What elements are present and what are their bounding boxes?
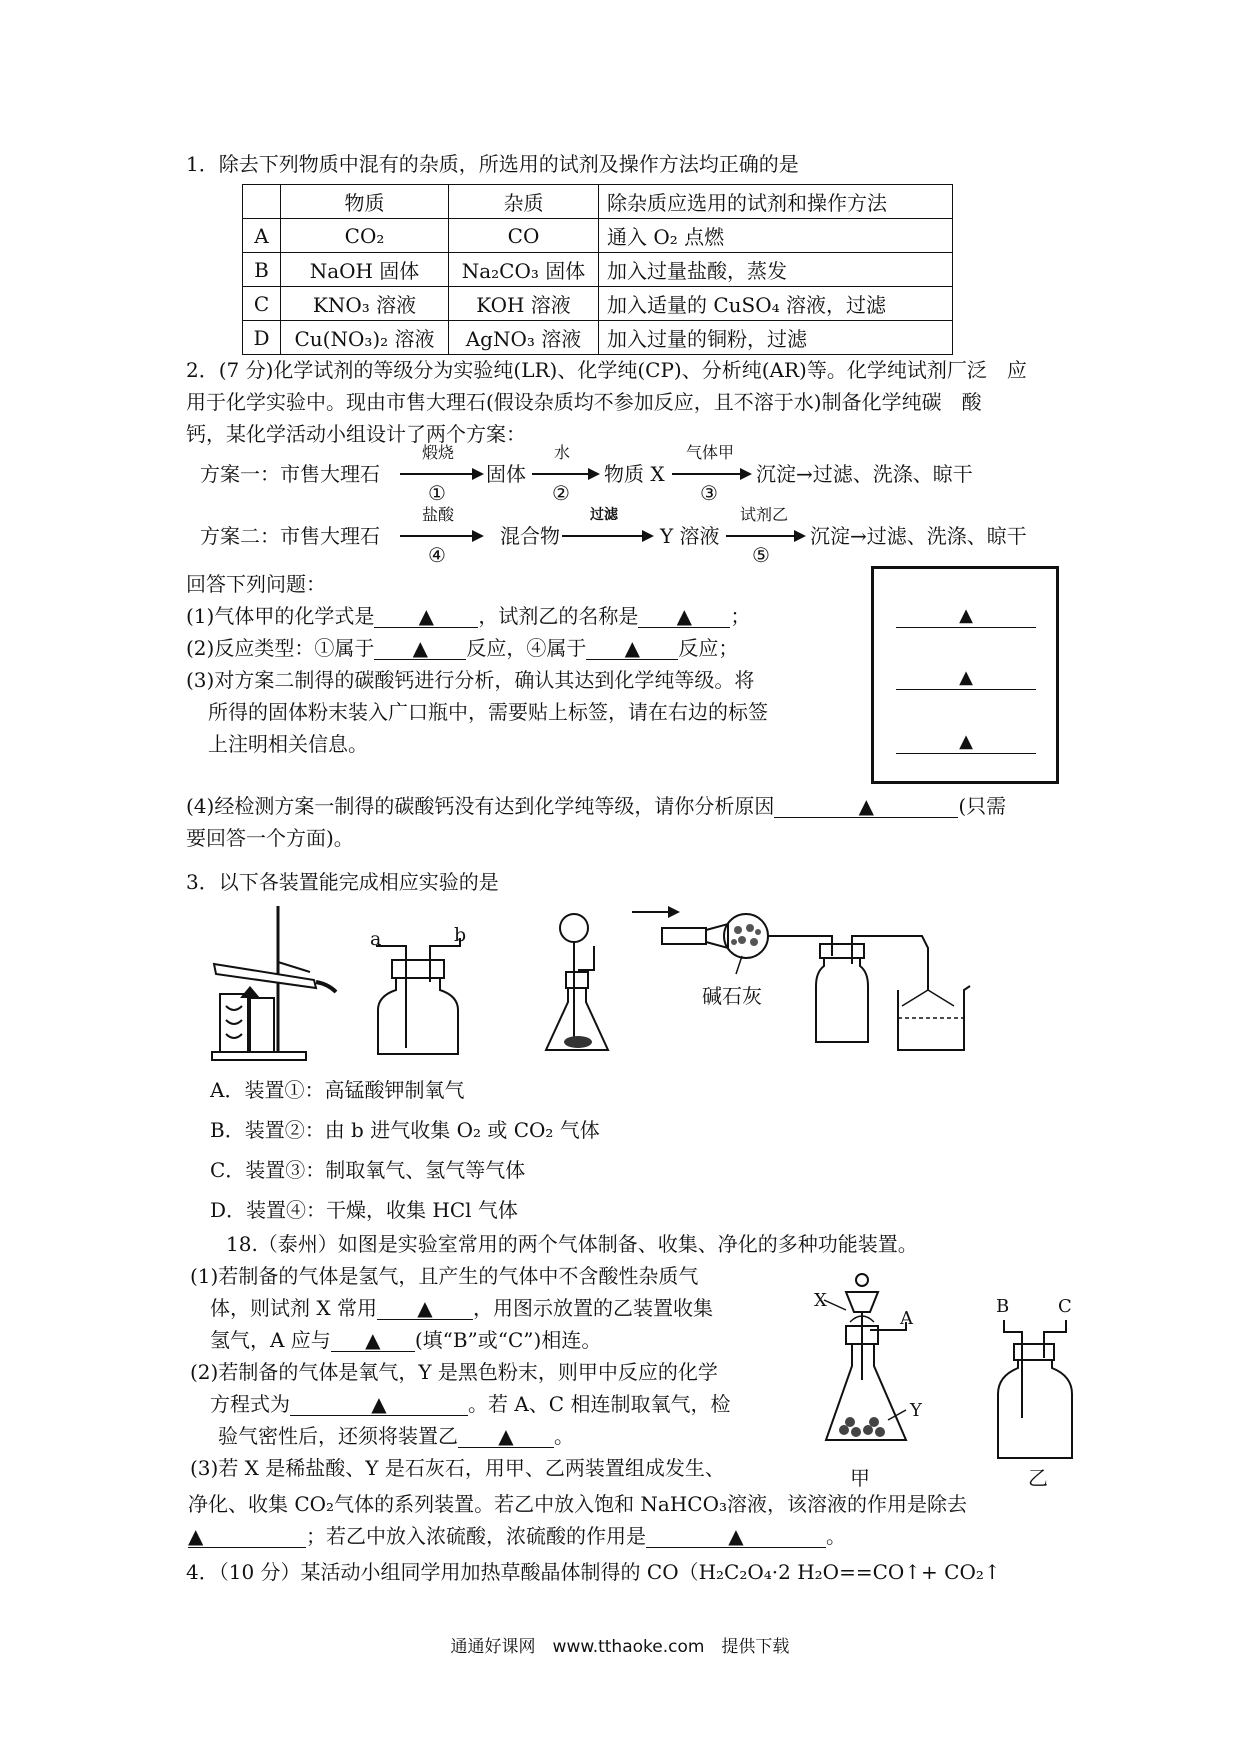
table-cell: Na₂CO₃ 固体 [449, 253, 599, 287]
scheme2-arrow-3-top: 试剂乙 [739, 505, 788, 524]
q18-line6 [218, 1422, 574, 1450]
q18-line2-text-b: ，用图示放置的乙装置收集 [472, 1296, 713, 1320]
scheme1-arrow-1-top: 煅烧 [421, 443, 454, 462]
scheme2-mid1: 混合物 [500, 524, 560, 548]
apparatus-3-flask [538, 906, 628, 1060]
q3-option-a: A．装置①：高锰酸钾制氧气 [210, 1078, 465, 1102]
q18-line3 [210, 1326, 601, 1354]
scheme1-arrow-3-top: 气体甲 [685, 443, 734, 462]
q18-line5-text-a: 方程式为 [210, 1392, 290, 1416]
scheme2-arrow-1-step: ④ [428, 543, 446, 567]
q18-line3-text-b: (填“B”或“C”)相连。 [414, 1328, 602, 1352]
scheme2-arrow-2-top: 过滤 [590, 507, 618, 523]
scheme1-arrow-2-top: 水 [553, 443, 570, 462]
q2-part2 [186, 634, 738, 662]
table-cell: 加入适量的 CuSO₄ 溶液，过滤 [599, 287, 953, 321]
q2-part1-text-b: ，试剂乙的名称是 [478, 604, 639, 628]
soda-lime-label: 碱石灰 [702, 984, 762, 1008]
scheme2-end: 沉淀→过滤、洗涤、晾干 [810, 524, 1027, 548]
q18-line4: (2)若制备的气体是氧气，Y 是黑色粉末，则甲中反应的化学 [190, 1360, 718, 1384]
scheme2-prefix: 方案二：市售大理石 [200, 524, 380, 548]
label-blank[interactable]: ▲ [896, 731, 1036, 754]
answer-blank[interactable]: ▲ [188, 1525, 306, 1548]
q2-part2-text-b: 反应，④属于 [466, 636, 587, 660]
q2-part4-line2: 要回答一个方面)。 [186, 826, 354, 850]
q2-answer-intro: 回答下列问题： [186, 572, 326, 596]
q2-part1 [186, 602, 750, 630]
q2-part4-text-b: (只需 [958, 794, 1007, 818]
answer-blank[interactable]: ▲ [638, 605, 730, 628]
table-cell: B [243, 253, 281, 287]
scheme2-arrow-2 [560, 524, 656, 548]
q3-stem: 3．以下各装置能完成相应实验的是 [186, 870, 499, 894]
answer-blank[interactable]: ▲ [377, 1297, 473, 1320]
apparatus-jia-flask [810, 1270, 960, 1470]
table-cell: 加入过量盐酸，蒸发 [599, 253, 953, 287]
q18-line9-text-b: 。 [826, 1524, 846, 1548]
table-cell: CO₂ [281, 219, 449, 253]
q2-part4 [186, 792, 1006, 820]
table-cell: A [243, 219, 281, 253]
answer-blank[interactable]: ▲ [646, 1525, 826, 1548]
q18-line2-text-a: 体，则试剂 X 常用 [210, 1296, 377, 1320]
answer-blank[interactable]: ▲ [774, 795, 958, 818]
scheme2-arrow-1-top: 盐酸 [421, 505, 454, 524]
table-header-cell: 物质 [281, 185, 449, 219]
table-cell: KOH 溶液 [449, 287, 599, 321]
apparatus-yi-bottle [990, 1318, 1080, 1462]
scheme1-arrow-1-step: ① [428, 481, 446, 505]
answer-blank[interactable]: ▲ [331, 1329, 415, 1352]
caption-jia: 甲 [850, 1466, 870, 1490]
q2-part2-text-a: (2)反应类型：①属于 [186, 636, 375, 660]
table-header-row [243, 185, 953, 219]
table-row [243, 287, 953, 321]
label-blank[interactable]: ▲ [896, 667, 1036, 690]
answer-blank[interactable]: ▲ [374, 605, 478, 628]
q18-line5-text-b: 。若 A、C 相连制取氧气，检 [468, 1392, 731, 1416]
answer-blank[interactable]: ▲ [586, 637, 678, 660]
q18-line1: (1)若制备的气体是氢气，且产生的气体中不含酸性杂质气 [190, 1264, 699, 1288]
table-header-cell: 除杂质应选用的试剂和操作方法 [599, 185, 953, 219]
reagent-label-box [871, 566, 1059, 784]
table-cell: D [243, 321, 281, 355]
answer-blank[interactable]: ▲ [458, 1425, 554, 1448]
q2-part3-line2: 所得的固体粉末装入广口瓶中，需要贴上标签，请在右边的标签 [208, 700, 768, 724]
scheme1-arrow-3-step: ③ [700, 481, 718, 505]
table-row [243, 321, 953, 355]
fig-label-y: Y [910, 1400, 922, 1421]
table-cell: Cu(NO₃)₂ 溶液 [281, 321, 449, 355]
page-footer: 通通好课网 www.tthaoke.com 提供下载 [450, 1637, 790, 1657]
q2-part2-text-c: 反应； [678, 636, 739, 660]
table-cell: 加入过量的铜粉，过滤 [599, 321, 953, 355]
q2-line3: 钙，某化学活动小组设计了两个方案： [186, 422, 526, 446]
table-cell: 通入 O₂ 点燃 [599, 219, 953, 253]
q2-part3-line3: 上注明相关信息。 [208, 732, 368, 756]
scheme1-end: 沉淀→过滤、洗涤、晾干 [756, 462, 973, 486]
q1-table [242, 184, 953, 355]
q18-line9 [188, 1522, 846, 1550]
q18-line6-text-a: 验气密性后，还须将装置乙 [218, 1424, 458, 1448]
q3-option-b: B．装置②：由 b 进气收集 O₂ 或 CO₂ 气体 [210, 1118, 600, 1142]
q4-line: 4．（10 分）某活动小组同学用加热草酸晶体制得的 CO（H₂C₂O₄·2 H₂O==CO↑+ CO₂↑ [186, 1560, 1001, 1584]
fig-label-c: C [1058, 1296, 1072, 1317]
q18-line9-text-a: ；若乙中放入浓硫酸，浓硫酸的作用是 [306, 1524, 646, 1548]
tube-label-b: b [454, 924, 467, 946]
q2-part1-text-c: ； [730, 604, 751, 628]
table-row [243, 219, 953, 253]
fig-label-a: A [900, 1308, 913, 1329]
tube-label-a: a [370, 928, 382, 950]
table-header-cell: 杂质 [449, 185, 599, 219]
q18-line3-text-a: 氢气，A 应与 [210, 1328, 331, 1352]
q18-line7: (3)若 X 是稀盐酸、Y 是石灰石，用甲、乙两装置组成发生、 [190, 1456, 725, 1480]
table-header-cell [243, 185, 281, 219]
fig-label-x: X [814, 1290, 827, 1311]
apparatus-2-gas-bottle [368, 930, 468, 1060]
table-cell: CO [449, 219, 599, 253]
table-cell: NaOH 固体 [281, 253, 449, 287]
table-cell: AgNO₃ 溶液 [449, 321, 599, 355]
scheme1-mid1: 固体 [486, 462, 526, 486]
q2-line1: 2．(7 分)化学试剂的等级分为实验纯(LR)、化学纯(CP)、分析纯(AR)等。化学纯试剂厂泛 应 [186, 358, 1027, 382]
q18-line8: 净化、收集 CO₂气体的系列装置。若乙中放入饱和 NaHCO₃溶液，该溶液的作用是除去 [188, 1492, 968, 1516]
scheme2-mid2: Y 溶液 [660, 524, 720, 548]
q2-line2: 用于化学实验中。现由市售大理石(假设杂质均不参加反应，且不溶于水)制备化学纯碳 酸 [186, 390, 982, 414]
q18-line2 [210, 1294, 713, 1322]
q18-line6-text-b: 。 [554, 1424, 574, 1448]
q2-part3-line1: (3)对方案二制得的碳酸钙进行分析，确认其达到化学纯等级。将 [186, 668, 755, 692]
q3-option-d: D．装置④：干燥，收集 HCl 气体 [210, 1198, 518, 1222]
scheme1-arrow-2-step: ② [552, 481, 570, 505]
q3-option-c: C．装置③：制取氧气、氢气等气体 [210, 1158, 526, 1182]
q18-line5 [210, 1390, 730, 1418]
table-row [243, 253, 953, 287]
scheme2-arrow-3-step: ⑤ [752, 543, 770, 567]
q18-title: 18.（泰州）如图是实验室常用的两个气体制备、收集、净化的多种功能装置。 [226, 1232, 918, 1256]
q1-stem: 1．除去下列物质中混有的杂质，所选用的试剂及操作方法均正确的是 [186, 152, 799, 176]
fig-label-b: B [996, 1296, 1010, 1317]
answer-blank[interactable]: ▲ [374, 637, 466, 660]
apparatus-1-heating-tube [210, 902, 340, 1062]
scheme1-mid2: 物质 X [604, 462, 665, 486]
q2-part4-text-a: (4)经检测方案一制得的碳酸钙没有达到化学纯等级，请你分析原因 [186, 794, 775, 818]
apparatus-4-drying-train [632, 900, 984, 1060]
table-cell: KNO₃ 溶液 [281, 287, 449, 321]
answer-blank[interactable]: ▲ [290, 1393, 468, 1416]
table-cell: C [243, 287, 281, 321]
q2-part1-text-a: (1)气体甲的化学式是 [186, 604, 375, 628]
label-blank[interactable]: ▲ [896, 605, 1036, 628]
scheme1-prefix: 方案一：市售大理石 [200, 462, 380, 486]
caption-yi: 乙 [1028, 1466, 1048, 1490]
